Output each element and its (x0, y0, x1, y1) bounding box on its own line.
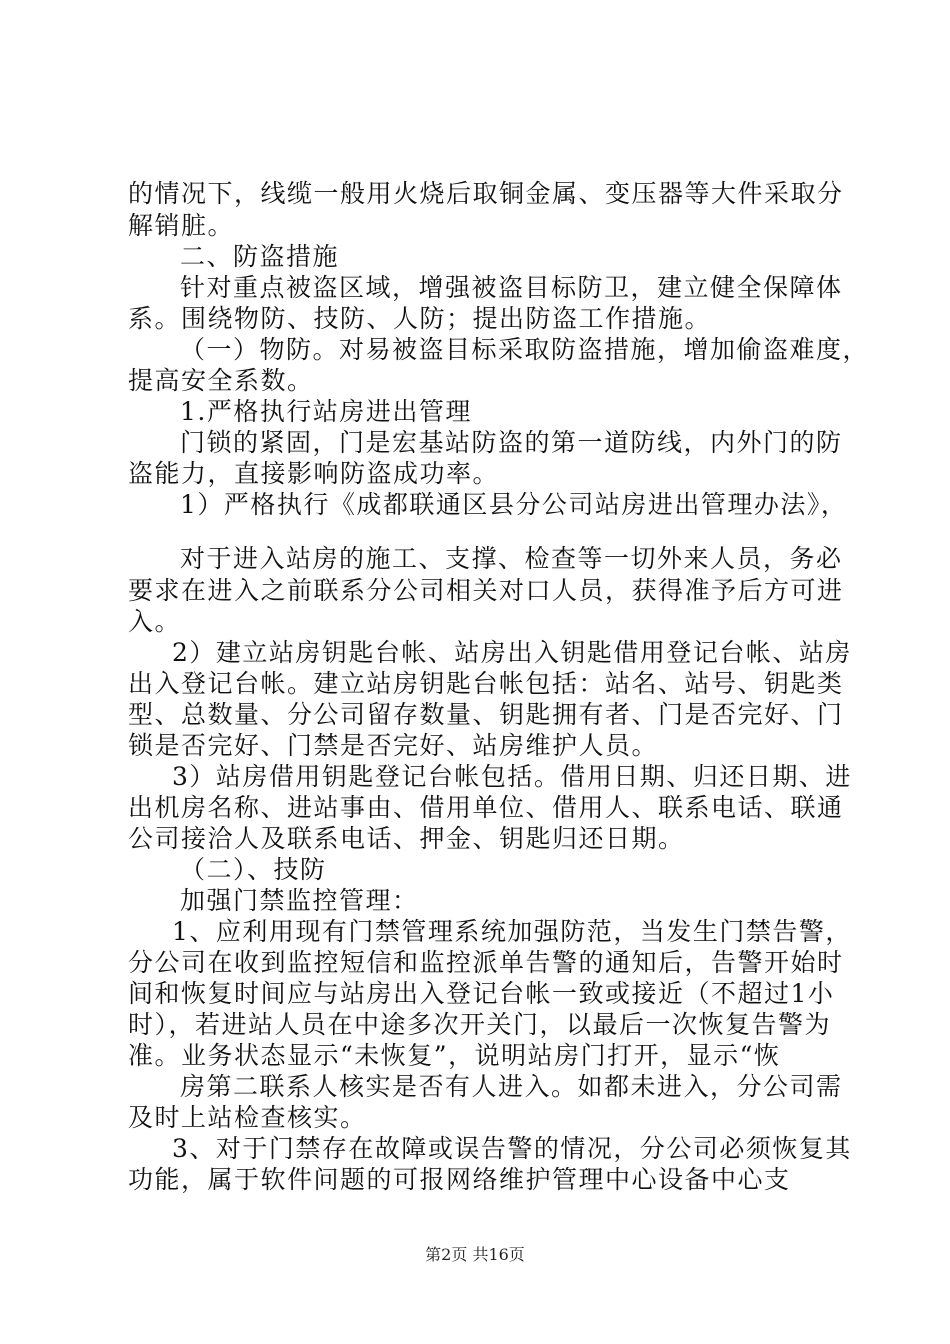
text-line: 1、应利用现有门禁管理系统加强防范，当发生门禁告警， (172, 917, 852, 946)
subsection-heading: （一）物防。对易被盗目标采取防盗措施，增加偷盗难度， (180, 335, 870, 364)
text-line: 间和恢复时间应与站房出入登记台帐一致或接近（不超过1小 (128, 979, 835, 1008)
text-line: 出入登记台帐。建立站房钥匙台帐包括：站名、站号、钥匙类 (128, 669, 844, 698)
text-line: 门锁的紧固，门是宏基站防盗的第一道防线，内外门的防 (180, 428, 843, 457)
text-line: 房第二联系人核实是否有人进入。如都未进入，分公司需 (180, 1072, 843, 1101)
page-number-footer: 第2页 共16页 (425, 1245, 525, 1264)
text-line: 要求在进入之前联系分公司相关对口人员，获得准予后方可进 (128, 576, 844, 605)
text-line: 公司接洽人及联系电话、押金、钥匙归还日期。 (128, 824, 685, 853)
item-heading: 1.严格执行站房进出管理 (180, 397, 472, 426)
text-line: 对于进入站房的施工、支撑、检查等一切外来人员，务必 (180, 544, 843, 573)
text-line: 型、总数量、分公司留存数量、钥匙拥有者、门是否完好、门 (128, 700, 844, 729)
text-line: 准。业务状态显示“未恢复”，说明站房门打开，显示“恢 (128, 1041, 781, 1070)
text-line: 及时上站检查核实。 (128, 1103, 367, 1132)
text-line: 入。 (128, 607, 182, 636)
text-line: 时），若进站人员在中途多次开关门，以最后一次恢复告警为 (128, 1010, 832, 1039)
subsection-heading: （二）、技防 (180, 855, 327, 884)
text-line: 出机房名称、进站事由、借用单位、借用人、联系电话、联通 (128, 793, 844, 822)
text-line: 解销脏。 (128, 211, 235, 240)
text-line: 3）站房借用钥匙登记台帐包括。借用日期、归还日期、进 (172, 762, 852, 791)
text-line: 的情况下，线缆一般用火烧后取铜金属、变压器等大件采取分 (128, 179, 844, 208)
text-line: 系。围绕物防、技防、人防；提出防盗工作措施。 (128, 304, 712, 333)
text-line: 2）建立站房钥匙台帐、站房出入钥匙借用登记台帐、站房 (172, 638, 852, 667)
text-line: 分公司在收到监控短信和监控派单告警的通知后，告警开始时 (128, 948, 844, 977)
text-line: 加强门禁监控管理： (180, 886, 419, 915)
text-line: 3、对于门禁存在故障或误告警的情况，分公司必须恢复其 (172, 1134, 852, 1163)
text-line: 盗能力，直接影响防盗成功率。 (128, 459, 500, 488)
text-line: 1）严格执行《成都联通区县分公司站房进出管理办法》， (180, 490, 848, 519)
text-line: 提高安全系数。 (128, 366, 314, 395)
text-line: 针对重点被盗区域，增强被盗目标防卫，建立健全保障体 (180, 273, 843, 302)
text-line: 功能，属于软件问题的可报网络维护管理中心设备中心支 (128, 1165, 791, 1194)
section-heading: 二、防盗措施 (180, 242, 340, 271)
text-line: 锁是否完好、门禁是否完好、站房维护人员。 (128, 731, 659, 760)
